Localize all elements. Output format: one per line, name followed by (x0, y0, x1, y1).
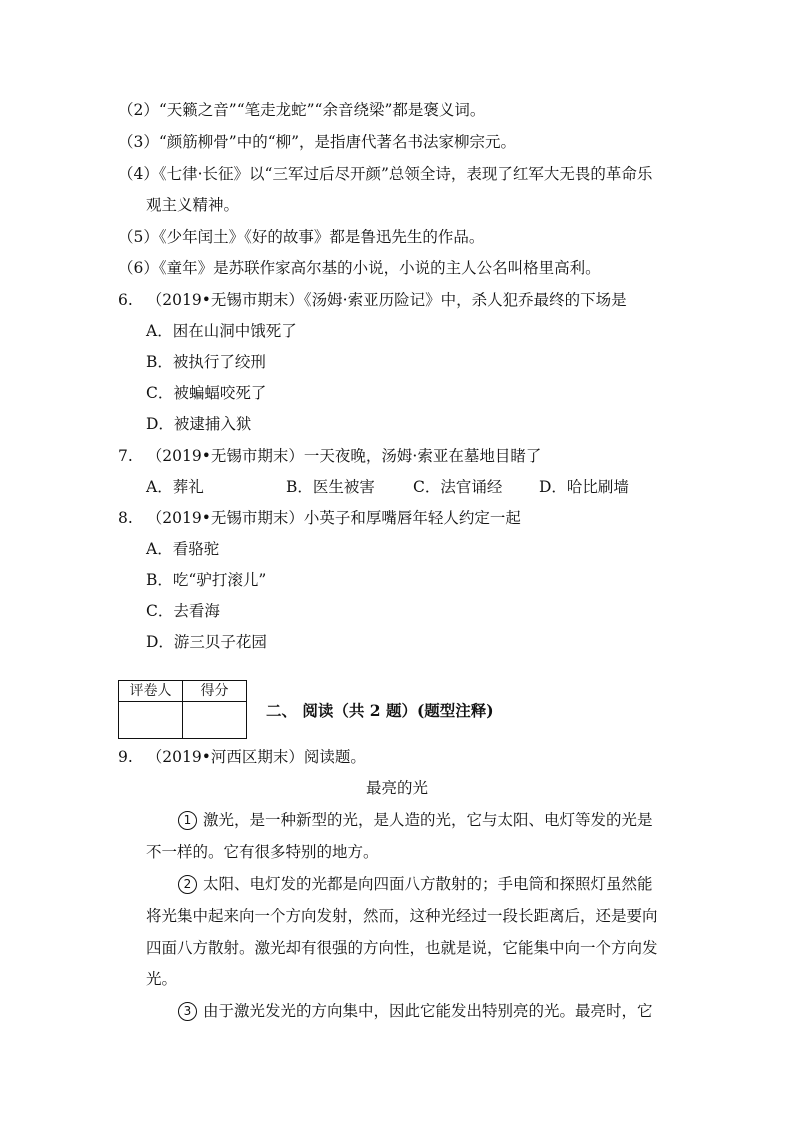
option-b: B．被执行了绞刑 (146, 353, 266, 371)
question-number: 6. (118, 291, 133, 309)
question-number: 7. (118, 447, 133, 465)
grader-header: 评卷人 (119, 681, 183, 702)
paragraph-2-cont: 将光集中起来向一个方向发射，然而，这种光经过一段长距离后，还是要向 (146, 907, 658, 925)
statement-6: （6）《童年》是苏联作家高尔基的小说，小说的主人公名叫格里高利。 (118, 259, 601, 277)
paragraph-2-cont: 光。 (146, 970, 178, 988)
section-title: 二、 阅读（共 2 题）(题型注释) (266, 701, 494, 720)
paragraph-marker: 2 (178, 875, 197, 894)
option-a: A．看骆驼 (146, 540, 220, 558)
paragraph-text: 太阳、电灯发的光都是向四面八方散射的；手电筒和探照灯虽然能 (203, 875, 653, 893)
question-7-options (0, 477, 794, 497)
score-table (118, 680, 247, 739)
paragraph-2-cont: 四面八方散射。激光却有很强的方向性，也就是说，它能集中向一个方向发 (146, 939, 658, 957)
statement-5: （5）《少年闰土》《好的故事》都是鲁迅先生的作品。 (118, 228, 485, 246)
question-9 (118, 747, 366, 767)
option-b: B．吃“驴打滚儿” (146, 571, 267, 589)
question-number: 8. (118, 509, 133, 527)
question-number: 9. (118, 748, 133, 766)
paragraph-1-cont: 不一样的。它有很多特别的地方。 (146, 843, 379, 861)
paragraph-1 (178, 810, 653, 830)
option-c: C．法官诵经 (413, 478, 503, 496)
option-d: D．被逮捕入狱 (146, 415, 252, 433)
paragraph-text: 激光，是一种新型的光，是人造的光，它与太阳、电灯等发的光是 (203, 811, 653, 829)
statement-2: （2）“天籁之音”“笔走龙蛇”“余音绕梁”都是褒义词。 (118, 101, 486, 119)
paragraph-text: 由于激光发光的方向集中，因此它能发出特别亮的光。最亮时，它 (203, 1002, 653, 1020)
question-7 (118, 446, 541, 466)
option-d: D．哈比刷墙 (539, 478, 629, 496)
option-d: D．游三贝子花园 (146, 633, 267, 651)
paragraph-marker: 3 (178, 1002, 197, 1021)
paragraph-2 (178, 874, 653, 894)
paragraph-3 (178, 1001, 653, 1021)
option-c: C．去看海 (146, 602, 220, 620)
question-6 (118, 290, 627, 310)
option-c: C．被蝙蝠咬死了 (146, 384, 267, 402)
paragraph-marker: 1 (178, 811, 197, 830)
statement-3: （3）“颜筋柳骨”中的“柳”，是指唐代著名书法家柳宗元。 (118, 133, 517, 151)
question-text: （2019•无锡市期末）《汤姆·索亚历险记》中，杀人犯乔最终的下场是 (146, 291, 627, 309)
option-a: A．葬礼 (146, 478, 204, 496)
passage-title: 最亮的光 (365, 779, 428, 797)
grader-cell (119, 702, 183, 739)
question-text: （2019•河西区期末）阅读题。 (146, 748, 366, 766)
option-b: B．医生被害 (286, 478, 375, 496)
score-header: 得分 (183, 681, 247, 702)
question-8 (118, 508, 521, 528)
question-text: （2019•无锡市期末）小英子和厚嘴唇年轻人约定一起 (146, 509, 521, 527)
statement-4: （4）《七律·长征》以“三军过后尽开颜”总领全诗，表现了红军大无畏的革命乐 (118, 165, 653, 183)
score-cell (183, 702, 247, 739)
statement-4-cont: 观主义精神。 (146, 196, 240, 214)
question-text: （2019•无锡市期末）一天夜晚，汤姆·索亚在墓地目睹了 (146, 447, 542, 465)
option-a: A．困在山洞中饿死了 (146, 322, 297, 340)
